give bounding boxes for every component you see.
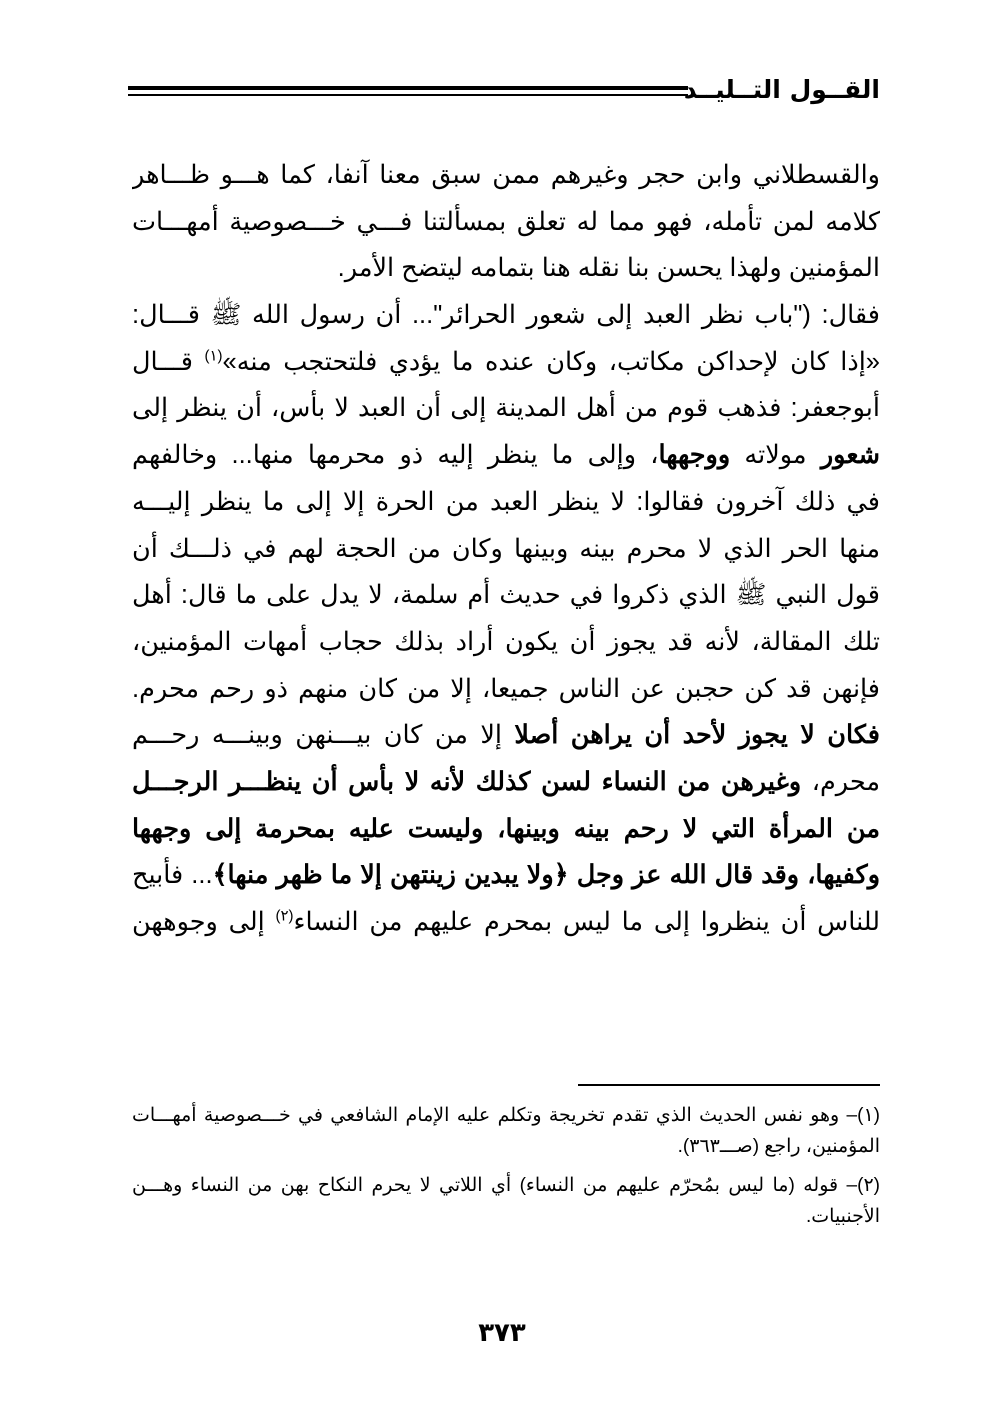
text-line xyxy=(132,526,880,573)
text-line xyxy=(132,572,880,619)
text-segment: منها الحر الذي لا محرم بينه وبينها وكان من الحجة لهم في ذلـــك أن xyxy=(132,534,880,563)
text-line xyxy=(132,152,880,199)
text-line xyxy=(132,385,880,432)
text-line xyxy=(132,245,880,292)
footnote-line: المؤمنين، راجع (صـــ٣٦٣). xyxy=(677,1136,880,1157)
text-segment: تلك المقالة، لأنه قد يجوز أن يكون أراد بذلك حجاب أمهات المؤمنين، xyxy=(132,627,880,656)
text-segment: إلى وجوههن xyxy=(132,908,276,936)
text-line xyxy=(132,432,880,479)
footnote-line: (١)– وهو نفس الحديث الذي تقدم تخريجة وتكلم عليه الإمام الشافعي في خـــصوصية أمهـــات xyxy=(132,1105,880,1126)
text-segment: إلا من كان بيـــنهن وبينـــه رحـــم xyxy=(132,721,515,750)
text-line xyxy=(132,199,880,246)
footnote-line: الأجنبيات. xyxy=(805,1206,880,1227)
header-rule-thick xyxy=(128,86,688,90)
text-line xyxy=(132,806,880,853)
footnotes xyxy=(132,1100,880,1232)
text-line xyxy=(132,712,880,759)
footnote-separator xyxy=(578,1084,880,1086)
text-segment: قـــال xyxy=(132,347,205,376)
bold-text: ووجهها xyxy=(658,441,731,470)
text-line xyxy=(132,479,880,526)
text-line xyxy=(132,852,880,899)
header-rule-thin xyxy=(128,94,688,96)
text-segment: ... فأبيح xyxy=(132,861,213,890)
text-segment: في ذلك آخرون فقالوا: لا ينظر العبد من الحرة إلا إلى ما ينظر إليـــه xyxy=(132,487,880,516)
bold-text: فكان لا يجوز لأحد أن يراهن أصلا xyxy=(514,721,880,750)
text-segment: قول النبي ﷺ الذي ذكروا في حديث أم سلمة، لا يدل على ما قال: أهل xyxy=(132,581,880,610)
text-segment: محرم، xyxy=(801,767,880,796)
text-segment: أبوجعفر: فذهب قوم من أهل المدينة إلى أن العبد لا بأس، أن ينظر إلى xyxy=(132,394,880,423)
text-segment: مولاته xyxy=(730,441,821,470)
footnote-marker[interactable]: (١) xyxy=(204,347,223,365)
text-line xyxy=(132,666,880,713)
main-text xyxy=(132,152,880,946)
bold-text: وكفيها، وقد قال الله عز وجل ﴿ولا يبدين زينتهن إلا ما ظهر منها﴾ xyxy=(212,861,880,890)
text-segment: «إذا كان لإحداكن مكاتب، وكان عنده ما يؤدي فلتحتجب منه» xyxy=(222,347,880,376)
running-header xyxy=(128,72,880,112)
bold-text: وغيرهن من النساء لسن كذلك لأنه لا بأس أن ينظـــر الرجـــل xyxy=(132,767,802,796)
text-segment: كلامه لمن تأمله، فهو مما له تعلق بمسألتنا فـــي خـــصوصية أمهـــات xyxy=(132,207,880,236)
text-segment: للناس أن ينظروا إلى ما ليس بمحرم عليهم من النساء xyxy=(293,908,880,936)
book-title: القــول التــليــد xyxy=(683,75,880,104)
text-line xyxy=(132,759,880,806)
page-number: ٣٧٣ xyxy=(478,1318,526,1348)
bold-text: شعور xyxy=(820,441,880,470)
bold-text: من المرأة التي لا رحم بينه وبينها، وليست عليه بمحرمة إلى وجهها xyxy=(132,814,880,843)
text-segment: المؤمنين ولهذا يحسن بنا نقله هنا بتمامه ليتضح الأمر. xyxy=(337,254,880,283)
text-segment: ، وإلى ما ينظر إليه ذو محرمها منها... وخالفهم xyxy=(132,441,659,470)
text-segment: فقال: ("باب نظر العبد إلى شعور الحرائر"... أن رسول الله ﷺ قـــال: xyxy=(132,301,880,330)
footnote-marker[interactable]: (٢) xyxy=(275,907,294,925)
footnote-line: (٢)– قوله (ما ليس بمُحرّم عليهم من النساء) أي اللاتي لا يحرم النكاح بهن من النساء وهـــن xyxy=(132,1175,880,1196)
text-segment: فإنهن قد كن حجبن عن الناس جميعا، إلا من كان منهم ذو رحم محرم. xyxy=(132,674,880,703)
text-segment: والقسطلاني وابن حجر وغيرهم ممن سبق معنا آنفا، كما هـــو ظـــاهر xyxy=(132,161,880,189)
text-line xyxy=(132,619,880,666)
text-line xyxy=(132,339,880,386)
text-line xyxy=(132,292,880,339)
text-line xyxy=(132,899,880,946)
